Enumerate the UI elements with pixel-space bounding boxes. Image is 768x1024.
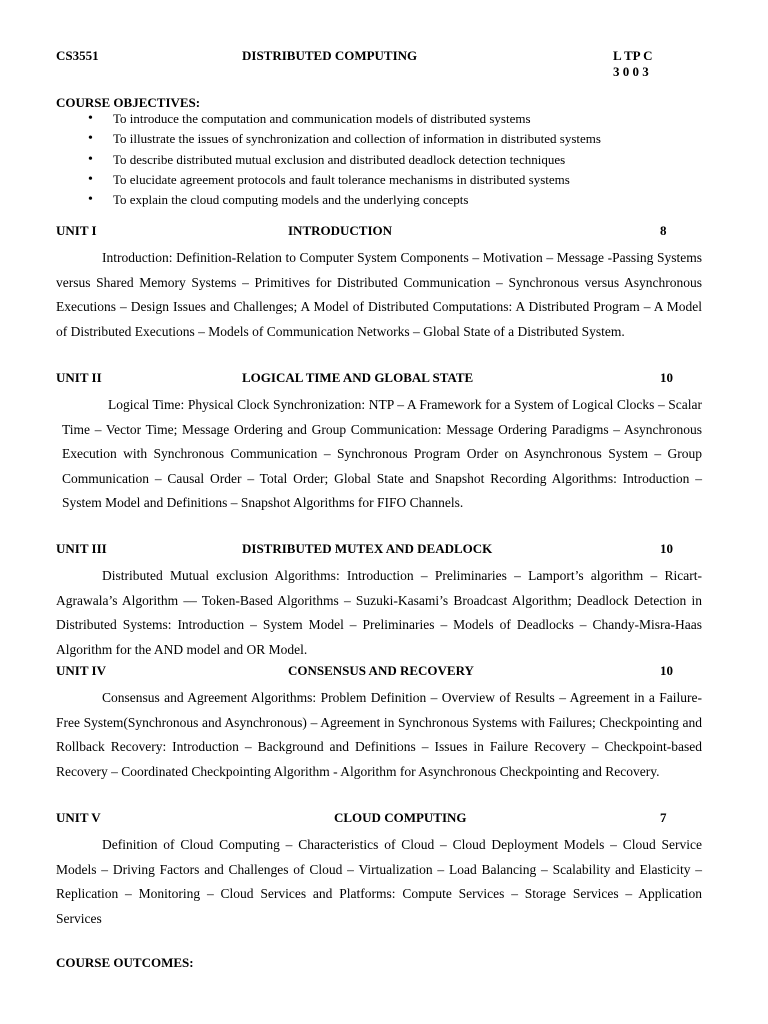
- objective-item: • To introduce the computation and communication models of distributed systems: [88, 110, 601, 130]
- unit-name: LOGICAL TIME AND GLOBAL STATE: [242, 370, 474, 385]
- unit-content: Consensus and Agreement Algorithms: Problem Definition – Overview of Results – Agreement in a Failure-Free System(Synchronous and Asynchronous) – Agreement in Synchronous Systems with Failures; Checkpointing and Rollback Recovery: Introduction – Background and Definitions – Issues in Failure Recovery – Checkpoint-based Recovery – Coordinated Checkpointing Algorithm - Algorithm for Asynchronous Checkpointing and Recovery.: [56, 690, 702, 779]
- unit-name: CONSENSUS AND RECOVERY: [288, 663, 474, 678]
- ltpc-values: 3 0 0 3: [613, 64, 649, 79]
- objective-item: • To elucidate agreement protocols and fault tolerance mechanisms in distributed systems: [88, 171, 601, 191]
- unit-number: UNIT IV: [56, 663, 106, 678]
- unit-hours: 8: [660, 223, 667, 238]
- objective-item: • To illustrate the issues of synchronization and collection of information in distributed systems: [88, 130, 601, 150]
- objective-item: • To explain the cloud computing models and the underlying concepts: [88, 191, 601, 211]
- unit-name: DISTRIBUTED MUTEX AND DEADLOCK: [242, 541, 493, 556]
- objective-item: • To describe distributed mutual exclusion and distributed deadlock detection techniques: [88, 151, 601, 171]
- unit-number: UNIT V: [56, 810, 101, 825]
- objectives-heading: COURSE OBJECTIVES:: [56, 95, 201, 110]
- unit-name: CLOUD COMPUTING: [334, 810, 467, 825]
- unit-content: Introduction: Definition-Relation to Computer System Components – Motivation – Message -Passing Systems versus Shared Memory Systems – Primitives for Distributed Communication – Synchronous versus Asynchronous Executions – Design Issues and Challenges; A Model of Distributed Computations: A Distributed Program – A Model of Distributed Executions – Models of Communication Networks – Global State of a Distributed System.: [56, 250, 702, 339]
- unit-content: Distributed Mutual exclusion Algorithms: Introduction – Preliminaries – Lamport’s algorithm – Ricart- Agrawala’s Algorithm –– Token-Based Algorithms – Suzuki-Kasami’s Broadcast Algorithm; Deadlock Detection in Distributed Systems: Introduction – System Model – Preliminaries – Models of Deadlocks – Chandy-Misra-Haas Algorithm for the AND model and OR Model.: [56, 568, 702, 657]
- unit-name: INTRODUCTION: [288, 223, 393, 238]
- outcomes-heading: COURSE OUTCOMES:: [56, 955, 194, 970]
- unit-heading: [56, 809, 702, 833]
- course-title: DISTRIBUTED COMPUTING: [242, 48, 418, 63]
- unit-heading: [56, 222, 702, 246]
- unit-heading: [56, 540, 702, 564]
- unit-heading: [56, 662, 702, 686]
- course-code: CS3551: [56, 48, 99, 63]
- unit-4: [56, 662, 702, 784]
- unit-1: [56, 222, 702, 344]
- unit-hours: 10: [660, 541, 673, 556]
- objectives-list: [88, 110, 601, 211]
- unit-content: Definition of Cloud Computing – Characteristics of Cloud – Cloud Deployment Models – Cloud Service Models – Driving Factors and Challenges of Cloud – Virtualization – Load Balancing – Scalability and Elasticity – Replication – Monitoring – Cloud Services and Platforms: Compute Services – Storage Services – Application Services: [56, 837, 702, 926]
- ltpc-labels: L TP C: [613, 48, 653, 63]
- ltpc-block: [613, 48, 653, 80]
- unit-hours: 7: [660, 810, 667, 825]
- unit-hours: 10: [660, 663, 673, 678]
- unit-number: UNIT II: [56, 370, 102, 385]
- course-header: [56, 48, 716, 88]
- unit-5: [56, 809, 702, 931]
- unit-3: [56, 540, 702, 662]
- unit-number: UNIT III: [56, 541, 107, 556]
- unit-heading: [56, 369, 702, 393]
- unit-hours: 10: [660, 370, 673, 385]
- unit-content: Logical Time: Physical Clock Synchronization: NTP – A Framework for a System of Logical Clocks – Scalar Time – Vector Time; Message Ordering and Group Communication: Message Ordering Paradigms – Asynchronous Execution with Synchronous Communication – Synchronous Program Order on Asynchronous System – Group Communication – Causal Order – Total Order; Global State and Snapshot Recording Algorithms: Introduction – System Model and Definitions – Snapshot Algorithms for FIFO Channels.: [62, 397, 702, 510]
- unit-number: UNIT I: [56, 223, 97, 238]
- unit-2: [56, 369, 702, 516]
